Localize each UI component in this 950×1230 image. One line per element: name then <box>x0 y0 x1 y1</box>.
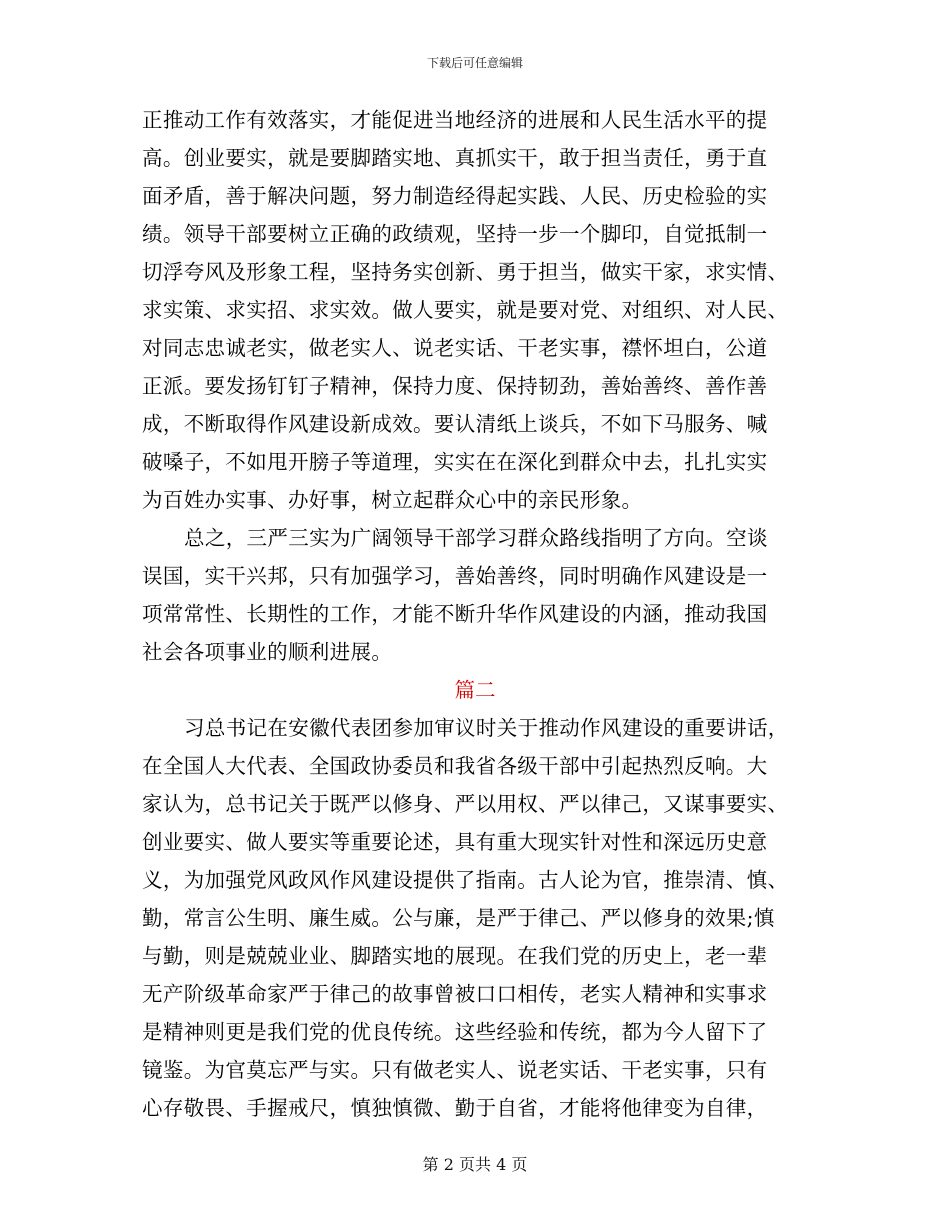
text-line: 成，不断取得作风建设新成效。要认清纸上谈兵，不如下马服务、喊 <box>142 412 768 436</box>
text-line: 为百姓办实事、办好事，树立起群众心中的亲民形象。 <box>142 488 643 512</box>
paragraph-3 <box>142 709 808 1127</box>
text-line: 绩。领导干部要树立正确的政绩观，坚持一步一个脚印，自觉抵制一 <box>142 222 768 246</box>
text-line: 面矛盾，善于解决问题，努力制造经得起实践、人民、历史检验的实 <box>142 184 768 208</box>
text-line: 无产阶级革命家严于律己的故事曾被口口相传，老实人精神和实事求 <box>142 982 768 1006</box>
text-line: 社会各项事业的顺利进展。 <box>142 640 393 664</box>
text-line: 求实策、求实招、求实效。做人要实，就是要对党、对组织、对人民、 <box>142 298 789 322</box>
document-body <box>142 101 808 1127</box>
page-footer: 第 2 页共 4 页 <box>422 1155 528 1174</box>
text-line: 切浮夸风及形象工程，坚持务实创新、勇于担当，做实干家，求实情、 <box>142 260 789 284</box>
section-title: 篇二 <box>454 678 496 702</box>
text-line: 家认为，总书记关于既严以修身、严以用权、严以律己，又谋事要实、 <box>142 792 789 816</box>
paragraph-1 <box>142 101 808 519</box>
text-line: 心存敬畏、手握戒尺，慎独慎微、勤于自省，才能将他律变为自律， <box>142 1096 768 1120</box>
text-line: 习总书记在安徽代表团参加审议时关于推动作风建设的重要讲话， <box>184 716 789 740</box>
text-line: 是精神则更是我们党的优良传统。这些经验和传统，都为今人留下了 <box>142 1020 768 1044</box>
text-line: 破嗓子，不如甩开膀子等道理，实实在在深化到群众中去，扎扎实实 <box>142 450 768 474</box>
text-line: 正派。要发扬钉钉子精神，保持力度、保持韧劲，善始善终、善作善 <box>142 374 768 398</box>
text-line: 对同志忠诚老实，做老实人、说老实话、干老实事，襟怀坦白，公道 <box>142 336 768 360</box>
paragraph-2 <box>142 519 808 671</box>
page-header: 下载后可任意编辑 <box>426 56 523 70</box>
text-line: 高。创业要实，就是要脚踏实地、真抓实干，敢于担当责任，勇于直 <box>142 146 768 170</box>
text-line: 创业要实、做人要实等重要论述，具有重大现实针对性和深远历史意 <box>142 830 768 854</box>
text-line: 勤，常言公生明、廉生威。公与廉，是严于律己、严以修身的效果;慎 <box>142 906 775 930</box>
text-line: 与勤，则是兢兢业业、脚踏实地的展现。在我们党的历史上，老一辈 <box>142 944 768 968</box>
text-line: 项常常性、长期性的工作，才能不断升华作风建设的内涵，推动我国 <box>142 602 768 626</box>
text-line: 误国，实干兴邦，只有加强学习，善始善终，同时明确作风建设是一 <box>142 564 768 588</box>
text-line: 正推动工作有效落实，才能促进当地经济的进展和人民生活水平的提 <box>142 108 768 132</box>
text-line: 义，为加强党风政风作风建设提供了指南。古人论为官，推崇清、慎、 <box>142 868 789 892</box>
text-line: 在全国人大代表、全国政协委员和我省各级干部中引起热烈反响。大 <box>142 754 768 778</box>
text-line: 镜鉴。为官莫忘严与实。只有做老实人、说老实话、干老实事，只有 <box>142 1058 768 1082</box>
text-line: 总之，三严三实为广阔领导干部学习群众路线指明了方向。空谈 <box>184 526 768 550</box>
